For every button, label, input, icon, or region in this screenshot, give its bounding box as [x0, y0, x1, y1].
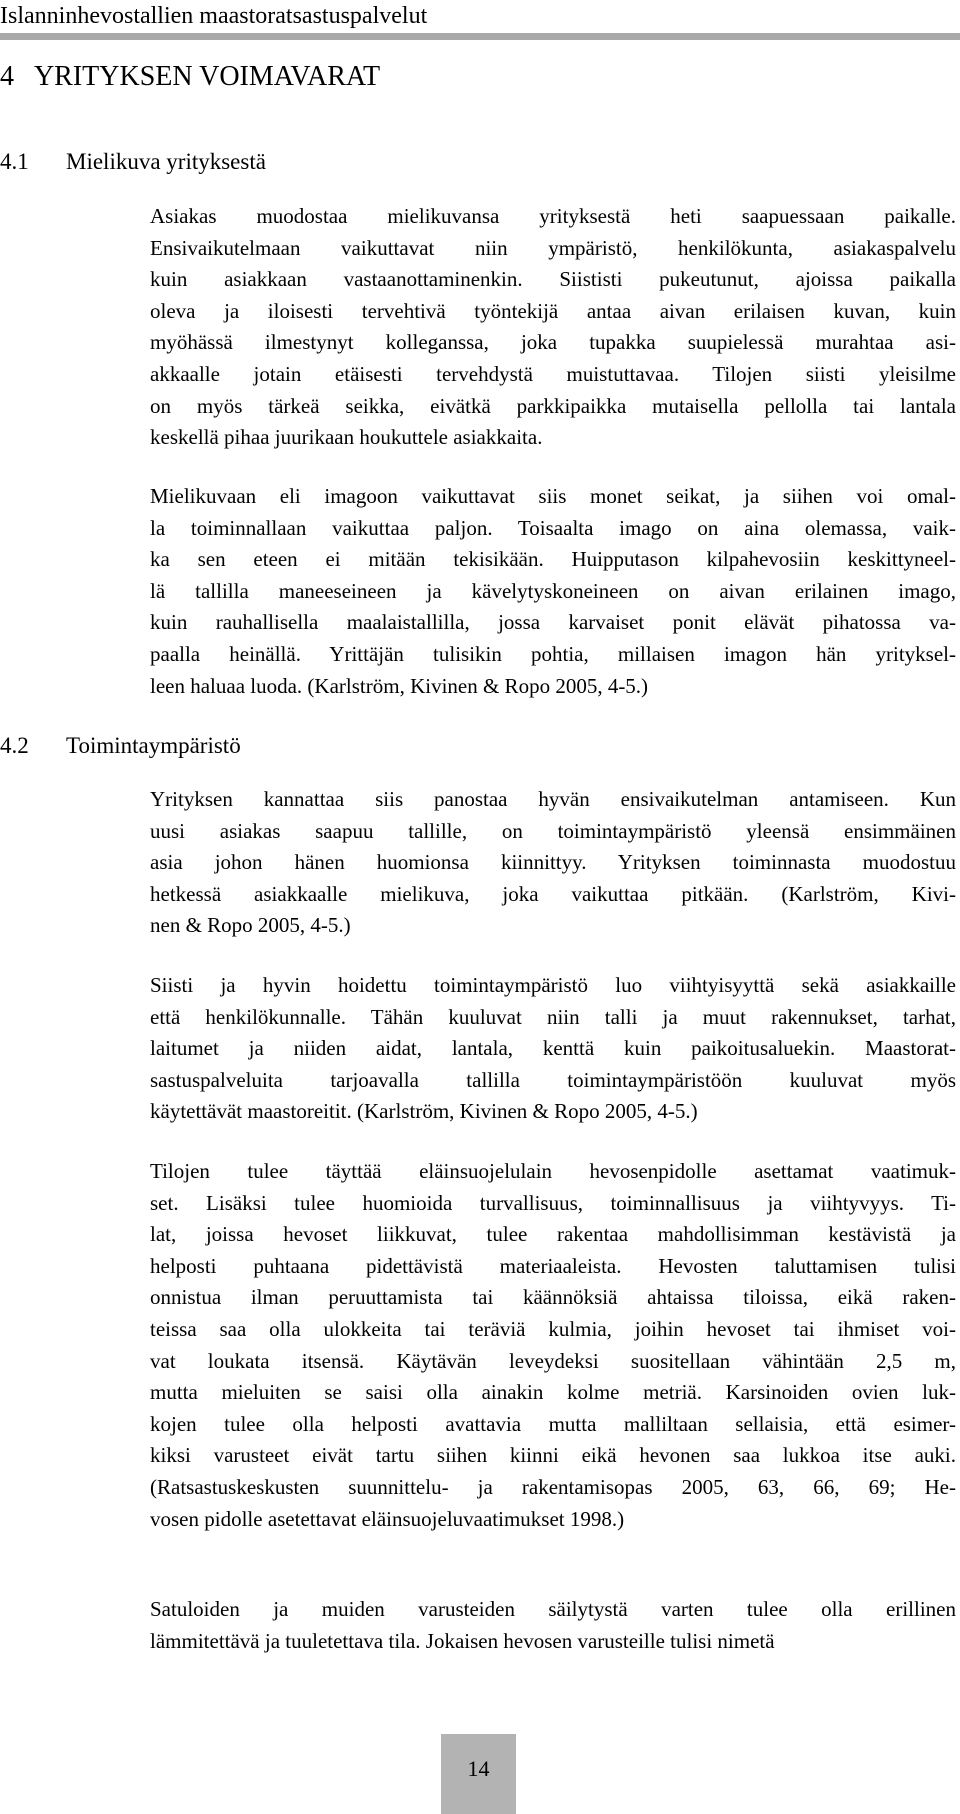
- text-line: leen haluaa luoda. (Karlström, Kivinen & Ropo 2005, 4-5.): [150, 673, 649, 698]
- text-line: asia johon hänen huomionsa kiinnittyy. Yrityksen toiminnasta muodostuu: [150, 850, 956, 875]
- text-line: on myös tärkeä seikka, eivätkä parkkipaikka mutaisella pellolla tai lantala: [150, 393, 956, 418]
- text-line: käytettävät maastoreitit. (Karlström, Kivinen & Ropo 2005, 4-5.): [150, 1099, 698, 1124]
- paragraph: [150, 201, 956, 454]
- text-line: kiksi varusteet eivät tartu siihen kiinni eikä hevonen saa lukkoa itse auki.: [150, 1443, 956, 1468]
- chapter-heading: 4 YRITYKSEN VOIMAVARAT: [0, 61, 381, 92]
- text-line: mutta mieluiten se saisi olla ainakin kolme metriä. Karsinoiden ovien luk-: [150, 1380, 956, 1405]
- section-number: 4.2: [0, 733, 29, 758]
- text-line: kuin asiakkaan vastaanottaminenkin. Siististi pukeutunut, ajoissa paikalla: [150, 267, 956, 292]
- text-line: onnistua ilman peruuttamista tai käännöksiä ahtaissa tiloissa, eikä raken-: [150, 1285, 956, 1310]
- text-line: la toiminnallaan vaikuttaa paljon. Toisaalta imago on aina olemassa, vaik-: [150, 515, 956, 540]
- text-line: oleva ja iloisesti tervehtivä työntekijä antaa aivan erilaisen kuvan, kuin: [150, 298, 956, 323]
- text-line: Yrityksen kannattaa siis panostaa hyvän ensivaikutelman antamiseen. Kun: [150, 787, 956, 811]
- text-line: (Ratsastuskeskusten suunnittelu- ja rakentamisopas 2005, 63, 66, 69; He-: [150, 1474, 956, 1499]
- text-line: Asiakas muodostaa mielikuvansa yrityksestä heti saapuessaan paikalle.: [150, 204, 956, 228]
- text-line: Satuloiden ja muiden varusteiden säilytystä varten tulee olla erillinen: [150, 1597, 956, 1621]
- text-line: myöhässä ilmestynyt kolleganssa, joka tupakka suupielessä murahtaa asi-: [150, 330, 956, 355]
- text-line: akkaalle jotain etäisesti tervehdystä muistuttavaa. Tilojen siisti yleisilme: [150, 361, 956, 386]
- text-line: nen & Ropo 2005, 4-5.): [150, 913, 351, 938]
- section-title: Mielikuva yrityksestä: [66, 149, 266, 174]
- paragraph: [150, 1594, 956, 1657]
- text-line: keskellä pihaa juurikaan houkuttele asiakkaita.: [150, 425, 543, 450]
- paragraph: [150, 784, 956, 942]
- text-line: helposti puhtaana pidettävistä materiaaleista. Hevosten taluttamisen tulisi: [150, 1253, 956, 1278]
- text-line: set. Lisäksi tulee huomioida turvallisuus, toiminnallisuus ja viihtyvyys. Ti-: [150, 1190, 956, 1215]
- section-number: 4.1: [0, 149, 29, 174]
- text-line: Ensivaikutelmaan vaikuttavat niin ympäristö, henkilökunta, asiakaspalvelu: [150, 235, 956, 260]
- text-line: Tilojen tulee täyttää eläinsuojelulain hevosenpidolle asettamat vaatimuk-: [150, 1159, 956, 1183]
- running-header: [0, 0, 960, 42]
- text-line: kuin rauhallisella maalaistallilla, jossa karvaiset ponit elävät pihatossa va-: [150, 610, 956, 635]
- paragraph: [150, 481, 956, 702]
- page-number-box: [441, 1734, 516, 1814]
- header-rule: [0, 33, 960, 40]
- text-line: vat loukata itsensä. Käytävän leveydeksi suositellaan vähintään 2,5 m,: [150, 1348, 956, 1373]
- section-title: Toimintaympäristö: [66, 733, 241, 758]
- paragraph: [150, 970, 956, 1128]
- text-line: ka sen eteen ei mitään tekisikään. Huipputason kilpahevosiin keskittyneel-: [150, 547, 956, 572]
- text-line: kojen tulee olla helposti avattavia mutta malliltaan sellaisia, että esimer-: [150, 1411, 956, 1436]
- text-line: hetkessä asiakkaalle mielikuva, joka vaikuttaa pitkään. (Karlström, Kivi-: [150, 881, 956, 906]
- section-heading-4-2: [0, 732, 241, 760]
- text-line: Mielikuvaan eli imagoon vaikuttavat siis monet seikat, ja siihen voi omal-: [150, 484, 956, 508]
- text-line: vosen pidolle asetettavat eläinsuojeluvaatimukset 1998.): [150, 1506, 625, 1531]
- section-heading-4-1: [0, 148, 266, 176]
- text-line: lämmitettävä ja tuuletettava tila. Jokaisen hevosen varusteille tulisi nimetä: [150, 1628, 775, 1653]
- text-line: lä tallilla maneeseineen ja kävelytyskoneineen on aivan erilainen imago,: [150, 578, 956, 603]
- text-line: paalla heinällä. Yrittäjän tulisikin pohtia, millaisen imagon hän yrityksel-: [150, 641, 956, 666]
- text-line: teissa saa olla ulokkeita tai teräviä kulmia, joihin hevoset tai ihmiset voi-: [150, 1316, 956, 1341]
- text-line: Siisti ja hyvin hoidettu toimintaympäristö luo viihtyisyyttä sekä asiakkaille: [150, 973, 956, 997]
- paragraph: [150, 1156, 956, 1535]
- text-line: uusi asiakas saapuu tallille, on toimintaympäristö yleensä ensimmäinen: [150, 818, 956, 843]
- page-number: 14: [467, 1756, 490, 1781]
- text-line: lat, joissa hevoset liikkuvat, tulee rakentaa mahdollisimman kestävistä ja: [150, 1222, 956, 1247]
- running-header-title: Islanninhevostallien maastoratsastuspalvelut: [0, 3, 428, 29]
- text-line: sastuspalveluita tarjoavalla tallilla toimintaympäristöön kuuluvat myös: [150, 1067, 956, 1092]
- text-line: että henkilökunnalle. Tähän kuuluvat niin talli ja muut rakennukset, tarhat,: [150, 1004, 956, 1029]
- text-line: laitumet ja niiden aidat, lantala, kenttä kuin paikoitusaluekin. Maastorat-: [150, 1036, 956, 1061]
